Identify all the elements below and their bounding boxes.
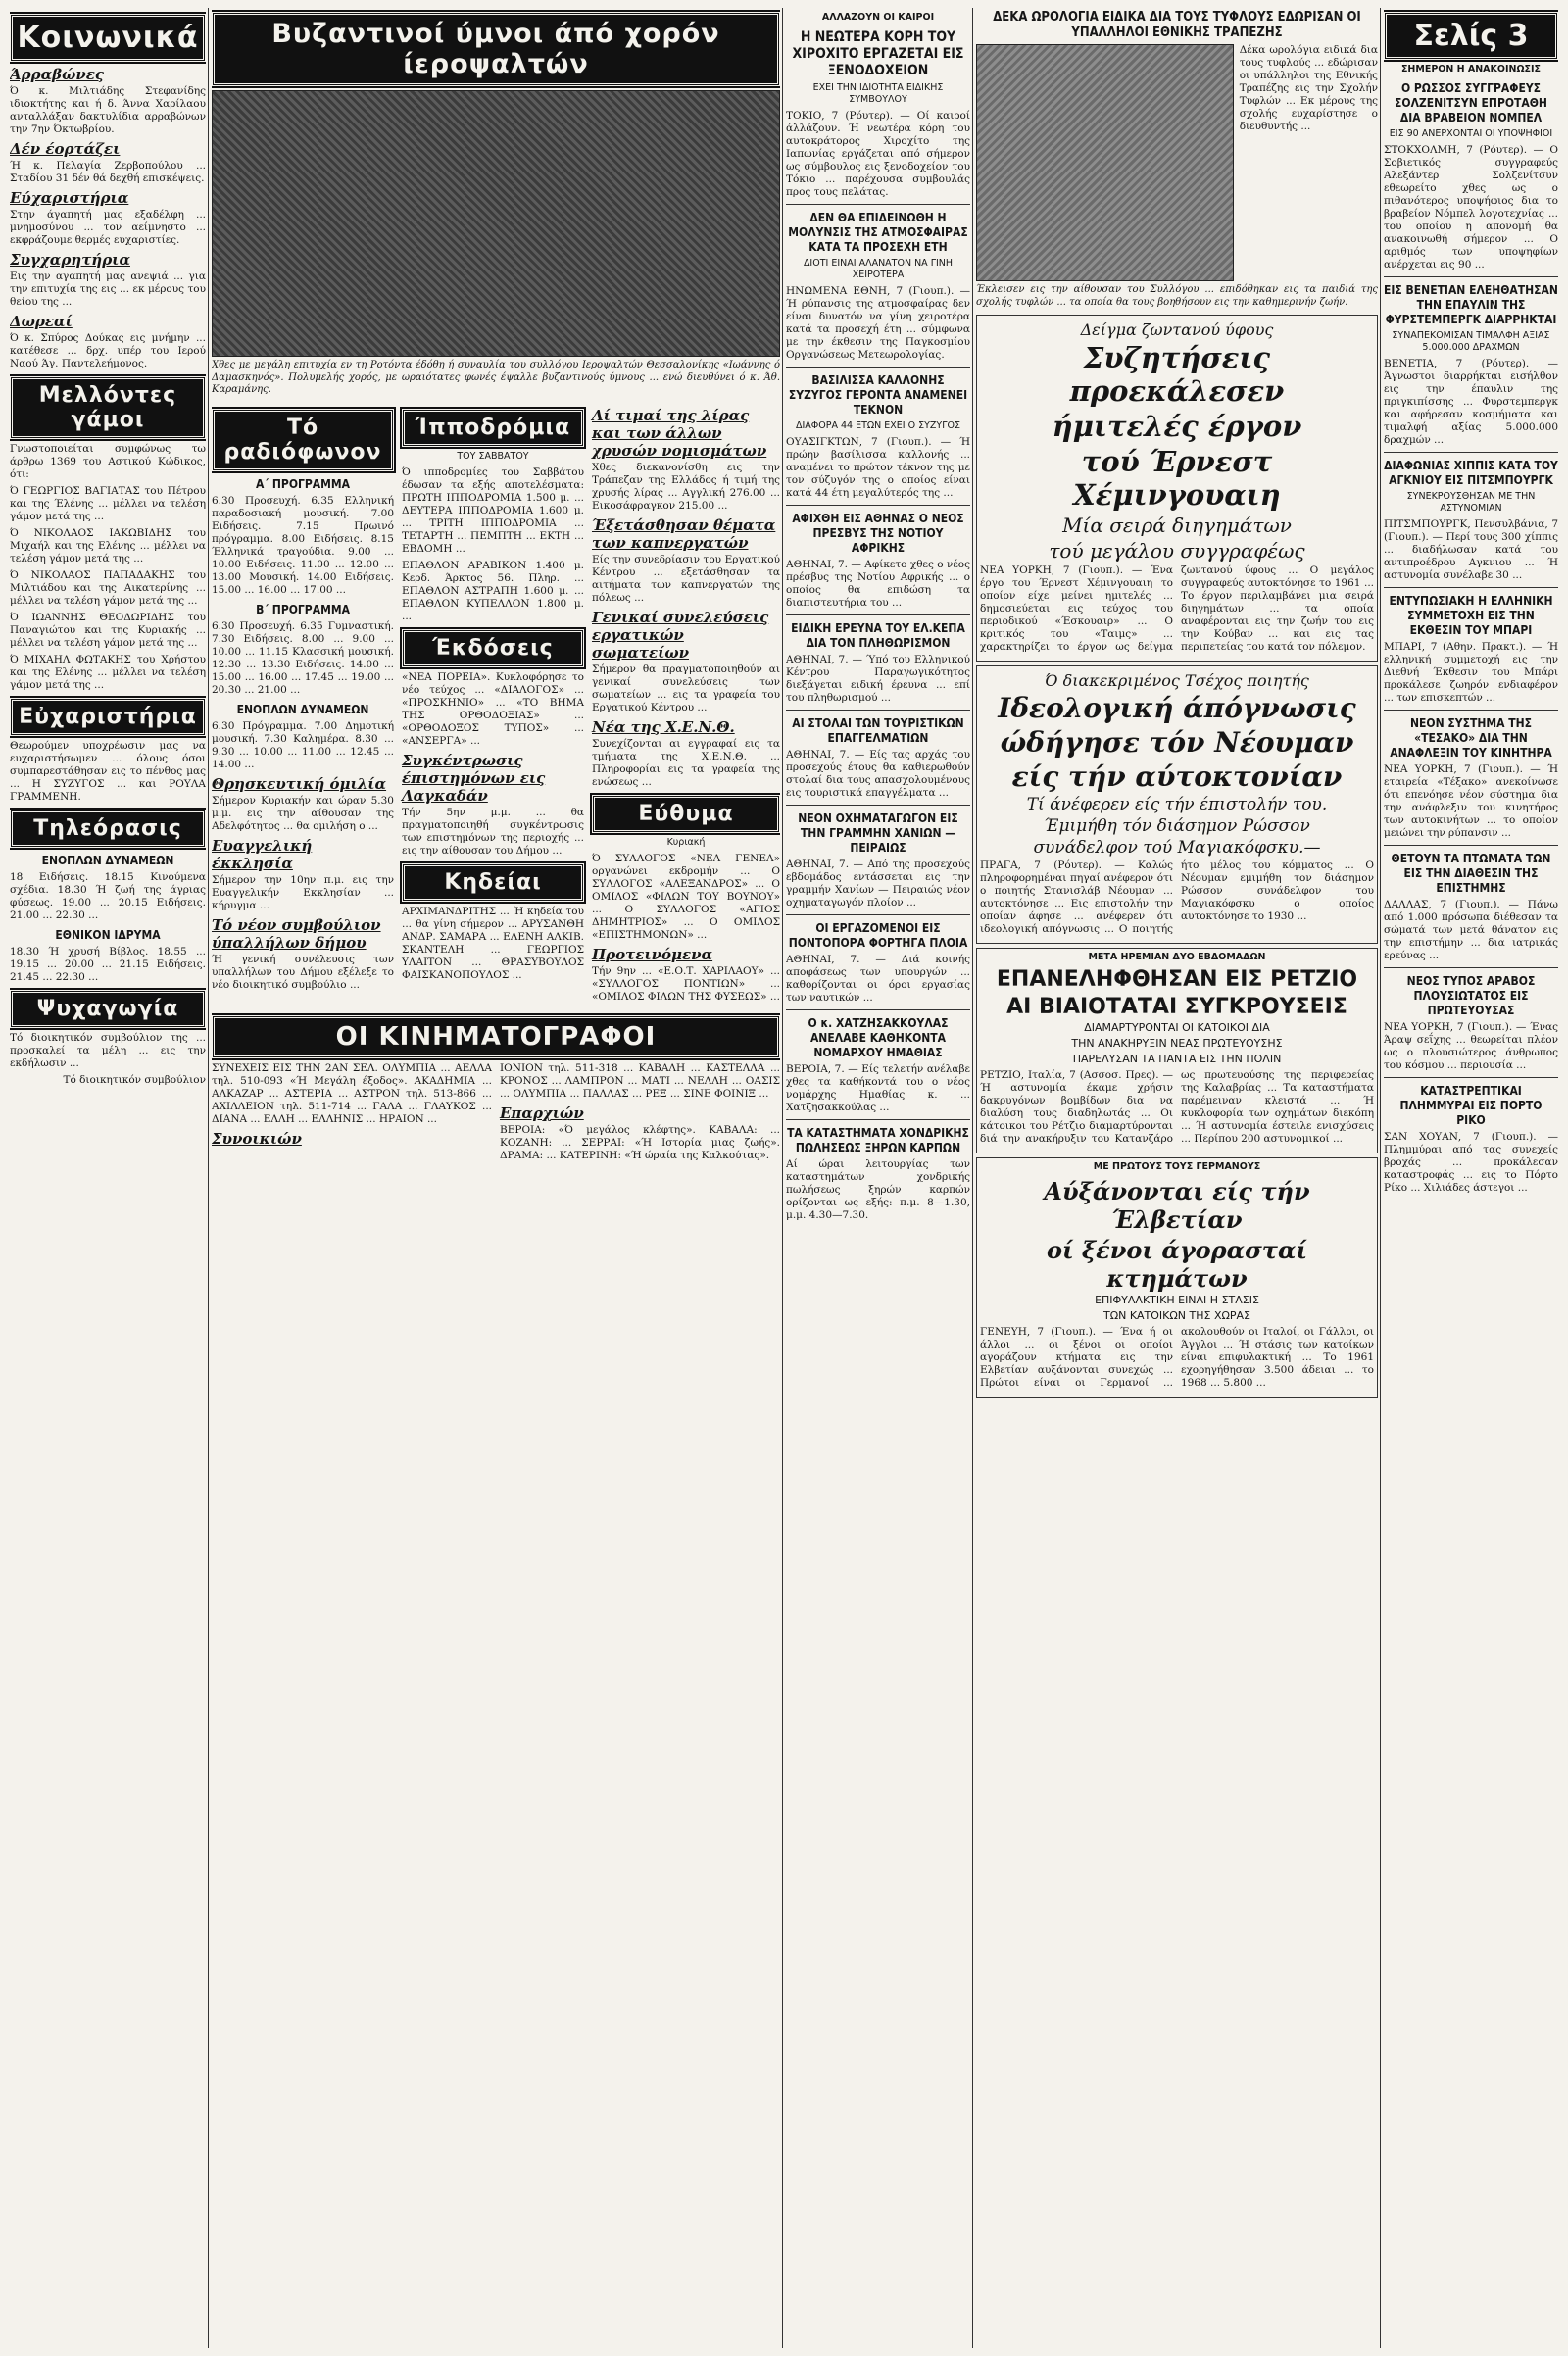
congrats-title: Συγχαρητήρια [10,251,130,269]
reggio-title-2: ΑΙ ΒΙΑΙΟΤΑΤΑΙ ΣΥΓΚΡΟΥΣΕΙΣ [1006,995,1348,1019]
ceremony-photo-caption: Έκλεισεν εις την αίθουσαν του Συλλόγου ... επιδόθηκαν εις τα παιδιά της σχολής τυφλών ... τα οποία θα τους βοηθήσουν εις την καθημερινήν ζωήν. [976,284,1378,308]
article-text: ΠΙΤΣΜΠΟΥΡΓΚ, Πενσυλβάνια, 7 (Γιουπ.). — Περί τους 300 χίππις ... διαδήλωσαν κατά του αντιπροέδρου Αγκνιου ... Ή αστυνομία συνέλαβε 30 ... [1384,518,1558,581]
article-text: ΜΠΑΡΙ, 7 (Αθην. Πρακτ.). — Ή ελληνική συμμετοχή εις την Διεθνή Έκθεσιν του Μπάρι προκάλεσε ζωηρόν ενδιαφέρον ... των επισκεπτών ... [1384,641,1558,704]
hemingway-title-2: ήμιτελές έργον [1052,410,1302,443]
races-subtitle: ΤΟΥ ΣΑΒΒΑΤΟΥ [457,450,529,462]
wedding-notice: Ό ΝΙΚΟΛΑΟΣ ΠΑΠΑΔΑΚΗΣ του Μιλτιάδου και της Αικατερίνης ... μέλλει να τελέση γάμον μετά της ... [10,569,206,607]
tv-channel-title: ΕΘΝΙΚΟΝ ΙΔΡΥΜΑ [55,928,161,942]
headline-ambassador: ΑΦΙΧΘΗ ΕΙΣ ΑΘΗΝΑΣ Ο ΝΕΟΣ ΠΡΕΣΒΥΣ ΤΗΣ ΝΟΤΙΟΥ ΑΦΡΙΚΗΣ [792,512,964,555]
finance-column [592,403,780,1007]
headline-watches-blind: ΔΕΚΑ ΩΡΟΛΟΓΙΑ ΕΙΔΙΚΑ ΔΙΑ ΤΟΥΣ ΤΥΦΛΟΥΣ ΕΔΩΡΙΣΑΝ ΟΙ ΥΠΑΛΛΗΛΟΙ ΕΘΝΙΚΗΣ ΤΡΑΠΕΖΗΣ [993,10,1361,40]
article-text: ΝΕΑ ΥΟΡΚΗ, 7 (Γιουπ.). — Ή εταιρεία «Τέξακο» ανεκοίνωσε ότι επενόησε νέον σύστημα δια την ανάφλεξιν του κινητήρος των αυτοκινήτων ... το οποίον μειώνει την ρύπανσιν ... [1384,763,1558,839]
ceremony-photo [976,44,1234,281]
switzerland-text: ΓΕΝΕΥΗ, 7 (Γιουπ.). — Ένα ή οι άλλοι ... οι ξένοι οι οποίοι αγοράζουν κτήματα εις την Ελβετίαν αυξάνονται συνεχώς ... Πρώτοι είναι οι Γερμανοί ... ακολουθούν οι Ιταλοί, οι Γάλλοι, οι Άγγλοι ... Ή στάσις των κατοίκων είναι επιφυλακτική ... Το 1961 εχορηγήθησαν 3.500 άδειαι ... το 1968 ... 5.800 ... [980,1326,1374,1389]
cinemas-provinces-title: Επαρχιών [500,1104,584,1122]
divider [786,710,970,711]
switzerland-title-1: Αύξάνονται είς τήν Έλβετίαν [1044,1177,1310,1234]
lecture-text: Σήμερον Κυριακήν και ώραν 5.30 μ.μ. εις την αίθουσαν της Αδελφότητος ... θα ομιλήση ο ... [212,794,394,832]
headline-tourism-uniforms: ΑΙ ΣΤΟΛΑΙ ΤΩΝ ΤΟΥΡΙΣΤΙΚΩΝ ΕΠΑΓΓΕΛΜΑΤΙΩΝ [792,716,964,745]
tobacco-workers-title: Έξετάσθησαν θέματα των καπνεργατών [592,515,776,552]
entertainment-signature: Τό διοικητικόν συμβούλιον [63,1074,206,1086]
radio-column [212,403,394,1007]
congrats-text: Εις την αγαπητή μας ανεψιά ... για την επιτυχία της εις ... εκ μέρους του θείου της ... [10,270,206,308]
neuman-title-2: ώδήγησε τόν Νέουμαν [1000,726,1354,759]
wedding-notice: Ό ΝΙΚΟΛΑΟΣ ΙΑΚΩΒΙΔΗΣ του Μιχαήλ και της Ελένης ... μέλλει να τελέση γάμον μετά της ... [10,527,206,564]
section-header-cinemas: ΟΙ ΚΙΝΗΜΑΤΟΓΡΑΦΟΙ [212,1015,780,1058]
column-main-stories [976,8,1378,2348]
cinemas-listing: ΣΥΝΕΧΕΙΣ ΕΙΣ ΤΗΝ 2ΑΝ ΣΕΛ. ΟΛΥΜΠΙΑ ... ΑΕΛΛΑ τηλ. 510-093 «Ή Μεγάλη έξοδος». ΑΚΑΔΗΜΙΑ ... ΑΛΚΑΖΑΡ ... ΑΣΤΕΡΙΑ ... ΑΣΤΡΟΝ τηλ. 513-866 ... ΑΧΙΛΛΕΙΟΝ τηλ. 511-714 ... ΓΑΛΑ ... ΓΛΑΥΚΟΣ ... ΔΙΑΝΑ ... ΕΛΛΗ ... ΕΛΛΗΝΙΣ ... ΗΡΑΙΟΝ ... [212,1061,492,1125]
proposals-title: Προτεινόμενα [592,945,713,963]
assemblies-text: Σήμερον θα πραγματοποιηθούν αι γενικαί συνελεύσεις των σωματείων ... εις τα γραφεία του Εργατικού Κέντρου ... [592,663,780,713]
column-world-news [1384,8,1558,2348]
tv-schedule: 18.30 Ή χρυσή Βίβλος. 18.55 ... 19.15 ... 20.00 ... 21.15 Ειδήσεις. 21.45 ... 22.30 ... [10,946,206,983]
radio-program-text: 6.30 Πρόγραμμα. 7.00 Δημοτική μουσική. 7.30 Καλημέρα. 8.30 ... 9.30 ... 10.00 ... 11.00 ... 12.45 ... 14.00 ... [212,719,394,770]
headline-inflation: ΕΙΔΙΚΗ ΕΡΕΥΝΑ ΤΟΥ ΕΛ.ΚΕΠΑ ΔΙΑ ΤΟΝ ΠΛΗΘΩΡΙΣΜΟΝ [791,621,965,650]
column-news-briefs [786,8,970,2348]
radio-program-title: ΕΝΟΠΛΩΝ ΔΥΝΑΜΕΩΝ [236,702,369,716]
divider [786,914,970,915]
section-header-thanks: Εὐχαριστήρια [10,698,206,736]
headline-bari-fair: ΕΝΤΥΠΩΣΙΑΚΗ Η ΕΛΛΗΝΙΚΗ ΣΥΜΜΕΤΟΧΗ ΕΙΣ ΤΗΝ ΕΚΘΕΣΙΝ ΤΟΥ ΜΠΑΡΙ [1389,594,1553,637]
assemblies-title: Γενικαί συνελεύσεις εργατικών σωματείων [592,608,769,662]
section-header-races: Ίπποδρόμια [402,409,584,447]
donations-title: Δωρεαί [10,313,73,330]
divider [1384,710,1558,711]
cinemas-provinces-listing: ΒΕΡΟΙΑ: «Ό μεγάλος κλέφτης». ΚΑΒΑΛΑ: ... ΚΟΖΑΝΗ: ... ΣΕΡΡΑΙ: «Ή Ιστορία μιας ζωής». ΔΡΑΜΑ: ... ΚΑΤΕΡΙΝΗ: «Ή ώραία της Καλκούτας». [500,1123,780,1161]
headline-dried-fruits: ΤΑ ΚΑΤΑΣΤΗΜΑΤΑ ΧΟΝΔΡΙΚΗΣ ΠΩΛΗΣΕΩΣ ΞΗΡΩΝ ΚΑΡΠΩΝ [787,1126,969,1154]
article-text: ΤΟΚΙΟ, 7 (Ρόυτερ). — Οί καιροί άλλάζουν. Ή νεωτέρα κόρη του αυτοκράτορος Χιροχίτο της Ιαπωνίας εργάζεται από σήμερον ως σύμβουλος εις ξενοδοχείον του Τόκιο ... παρέχουσα συμβουλάς προς τους πελάτας. [786,110,970,198]
headline-puerto-rico-floods: ΚΑΤΑΣΤΡΕΠΤΙΚΑΙ ΠΛΗΜΜΥΡΑΙ ΕΙΣ ΠΟΡΤΟ ΡΙΚΟ [1399,1084,1543,1127]
subheadline: ΣΥΝΕΚΡΟΥΣΘΗΣΑΝ ΜΕ ΤΗΝ ΑΣΤΥΝΟΜΙΑΝ [1406,491,1536,514]
column-rule [782,8,783,2348]
divider [1384,1077,1558,1078]
article-text: ΒΕΝΕΤΙΑ, 7 (Ρόυτερ). — Άγνωστοι διαρρήκται εισήλθον εις την έπαυλιν της πριγκιπίσσης ... Φυρστεμπεργκ και αφήρεσαν κοσμήματα και τιμαλφή αξίας 5.000.000 δραχμών ... [1384,358,1558,446]
reggio-title-1: ΕΠΑΝΕΛΗΦΘΗΣΑΝ ΕΙΣ ΡΕΤΖΙΟ [996,967,1358,992]
no-celebration-text: Ή κ. Πελαγία Ζερβοπούλου ... Σταδίου 31 δέν θά δεχθή επισκέψεις. [10,160,206,184]
subheadline: ΣΥΝΑΠΕΚΟΜΙΣΑΝ ΤΙΜΑΛΦΗ ΑΞΙΑΣ 5.000.000 ΔΡΑΧΜΩΝ [1392,330,1550,353]
tobacco-workers-text: Είς την συνεδρίασιν του Εργατικού Κέντρου ... εξετάσθησαν τα αιτήματα των καπνεργατών της πόλεως ... [592,553,780,604]
article-text: ΑΘΗΝΑΙ, 7. — Αφίκετο χθες ο νέος πρέσβυς της Νοτίου Αφρικής ... ο οποίος θα επιδώση τα διαπιστευτήρια του ... [786,559,970,609]
headline-prefect: Ο κ. ΧΑΤΖΗΣΑΚΚΟΥΛΑΣ ΑΝΕΛΑΒΕ ΚΑΘΗΚΟΝΤΑ ΝΟΜΑΡΧΟΥ ΗΜΑΘΙΑΣ [808,1016,949,1059]
hemingway-article [976,315,1378,662]
gathering-text: Τήν 5ην μ.μ. ... θα πραγματοποιηθή συγκέντρωσις των επιστημόνων της περιοχής ... εις την αίθουσαν του Δήμου ... [402,806,584,857]
hemingway-title-3: τού Έρνεστ Χέμινγουαιη [1073,445,1281,512]
divider [1384,967,1558,968]
hemingway-subtitle-2: τού μεγάλου συγγραφέως [1049,539,1305,563]
excursions-subtitle: Κυριακή [666,836,706,848]
radio-program-title: Α΄ ΠΡΟΓΡΑΜΜΑ [256,476,350,491]
divider [1384,587,1558,588]
excursions-text: Ό ΣΥΛΛΟΓΟΣ «ΝΕΑ ΓΕΝΕΑ» οργανώνει εκδρομήν ... Ο ΣΥΛΛΟΓΟΣ «ΑΛΕΞΑΝΔΡΟΣ» ... Ο ΟΜΙΛΟΣ «ΦΙΛΩΝ ΤΟΥ ΒΟΥΝΟΥ» ... Ο ΣΥΛΛΟΓΟΣ «ΑΓΙΟΣ ΔΗΜΗΤΡΙΟΣ» ... Ο ΟΜΙΛΟΣ «ΕΠΙΣΤΗΜΟΝΩΝ» ... [592,852,780,941]
article-text: Αί ώραι λειτουργίας των καταστημάτων χονδρικής πωλήσεως ξηρών καρπών ορίζονται ως εξής: π.μ. 8—1.30, μ.μ. 4.30—7.30. [786,1158,970,1221]
article-text: ΑΘΗΝΑΙ, 7. — Διά κοινής αποφάσεως των υπουργών ... καθορίζονται οι όροι εργασίας των ναυτικών ... [786,954,970,1004]
races-results: Ό ιπποδρομίες του Σαββάτου έδωσαν τα εξής αποτελέσματα: ΠΡΩΤΗ ΙΠΠΟΔΡΟΜΙΑ 1.500 μ. ... ΔΕΥΤΕΡΑ ΙΠΠΟΔΡΟΜΙΑ 1.600 μ. ... ΤΡΙΤΗ ΙΠΠΟΔΡΟΜΙΑ ... ΤΕΤΑΡΤΗ ... ΠΕΜΠΤΗ ... ΕΚΤΗ ... ΕΒΔΟΜΗ ... [402,466,584,555]
tv-channel-title: ΕΝΟΠΛΩΝ ΔΥΝΑΜΕΩΝ [41,854,174,867]
section-header-social: Κοινωνικά [10,14,206,62]
neuman-article [976,665,1378,944]
headline-beauty-queen: ΒΑΣΙΛΙΣΣΑ ΚΑΛΛΟΝΗΣ ΣΥΖΥΓΟΣ ΓΕΡΟΝΤΑ ΑΝΑΜΕΝΕΙ ΤΕΚΝΟΝ [788,373,968,417]
thanks-notice: Θεωρούμεν υποχρέωσιν μας να ευχαριστήσωμεν ... όλους όσοι συμπαρεστάθησαν εις το πένθος μας ... Η ΣΥΖΥΓΟΣ ... και ΡΟΥΛΑ ΓΡΑΜΜΕΝΗ. [10,740,206,803]
page-number-badge: Σελίς 3 [1384,12,1558,60]
column-rule [1380,8,1381,2348]
column-rule [208,8,209,2348]
divider [1384,452,1558,453]
section-header-publications: Έκδόσεις [402,629,584,667]
hemingway-kicker: Δείγμα ζωντανού ύφους [1080,320,1274,339]
divider [786,204,970,205]
hemingway-subtitle-1: Μία σειρά διηγημάτων [1062,514,1292,537]
byzantine-hymns-banner: Βυζαντινοί ύμνοι άπό χορόν ίεροψαλτών [212,12,780,86]
reggio-subtitle-3: ΠΑΡΕΛΥΣΑΝ ΤΑ ΠΑΝΤΑ ΕΙΣ ΤΗΝ ΠΟΛΙΝ [1072,1053,1282,1065]
section-header-entertainment: Ψυχαγωγία [10,990,206,1028]
article-text: ΔΑΛΛΑΣ, 7 (Γιουπ.). — Πάνω από 1.000 πρόσωπα διέθεσαν τα σώματά των μετά θάνατον εις την επιστήμην ... δια ιατρικάς ερεύνας ... [1384,899,1558,961]
column-rule [972,8,973,2348]
subheadline: ΔΙΑΦΟΡΑ 44 ΕΤΩΝ ΕΧΕΙ Ο ΣΥΖΥΓΟΣ [795,420,961,431]
headline-texaco: ΝΕΟΝ ΣΥΣΤΗΜΑ ΤΗΣ «ΤΕΣΑΚΟ» ΔΙΑ ΤΗΝ ΑΝΑΦΛΕΞΙΝ ΤΟΥ ΚΙΝΗΤΗΡΑ [1390,716,1552,760]
races-column [402,403,584,1007]
article-text: ΑΘΗΝΑΙ, 7. — Είς τας αρχάς του προσεχούς έτους θα καθιερωθούν στολαί δια τους απασχολουμένους εις τουριστικά επαγγέλματα ... [786,749,970,799]
divider [786,1119,970,1120]
hemingway-title-1: Συζητήσεις προεκάλεσεν [1069,341,1285,408]
section-header-television: Τηλεόρασις [10,810,206,848]
publications-text: «ΝΕΑ ΠΟΡΕΙΑ». Κυκλοφόρησε το νέο τεύχος ... «ΔΙΑΛΟΓΟΣ» ... «ΠΡΟΣΚΗΝΙΟ» ... «ΤΟ ΒΗΜΑ ΤΗΣ ΟΡΘΟΔΟΞΙΑΣ» ... «ΟΡΘΟΔΟΞΟΣ ΤΥΠΟΣ» ... «ΑΝΣΕΡΓΑ» ... [402,670,584,747]
section-header-funerals: Κηδείαι [402,863,584,902]
headline-ferry: ΝΕΟΝ ΟΧΗΜΑΤΑΓΩΓΟΝ ΕΙΣ ΤΗΝ ΓΡΑΜΜΗΝ ΧΑΝΙΩΝ — ΠΕΙΡΑΙΩΣ [798,811,958,855]
proposals-text: Τήν 9ην ... «Ε.Ο.Τ. ΧΑΡΙΛΑΟΥ» ... «ΣΥΛΛΟΓΟΣ ΠΟΝΤΙΩΝ» ... «ΟΜΙΛΟΣ ΦΙΛΩΝ ΤΗΣ ΦΥΣΕΩΣ» ... [592,964,780,1003]
switzerland-subtitle-2: ΤΩΝ ΚΑΤΟΙΚΩΝ ΤΗΣ ΧΩΡΑΣ [1102,1309,1251,1322]
newspaper-page [10,8,1558,2348]
gold-prices-text: Χθες διεκανονίσθη εις την Τράπεζαν της Ελλάδος ή τιμή της χρυσής λίρας ... Αγγλική 276.00 ... Εικοσάφραγκον 215.00 ... [592,461,780,512]
choir-photo-caption: Χθες με μεγάλη επιτυχία εν τη Ροτόντα έδόθη ή συναυλία του συλλόγου Ιεροψαλτών Θεσσαλονίκης «Ιωάννης ό Δαμασκηνός». Πολυμελής χορός, με ωραιότατες φωνές έψαλλε βυζαντινούς ύμνους ... ενώ διευθύνει ό κ. Άθ. Καραμάνης. [212,360,780,395]
article-text: ΗΝΩΜΕΝΑ ΕΘΝΗ, 7 (Γιουπ.). — Ή ρύπανσις της ατμοσφαίρας δεν είναι δυνατόν να γίνη χειροτέρα κατά τα προσεχή έτη ... σύμφωνα με την έκθεσιν της Παγκοσμίου Οργανώσεως Μετεωρολογίας. [786,285,970,361]
engagements-title: Άρραβώνες [10,66,105,83]
neuman-text: ΠΡΑΓΑ, 7 (Ρόυτερ). — Καλώς πληροφορημέναι πηγαί ανέφερον ότι ο ποιητής Στανισλάβ Νέουμαν ... αυτοκτόνησε ... Εις επιστολήν την οποίαν άφησε ... ανέφερεν ότι ιδεολογική απόγνωσις ... Ο ποιητής ήτο μέλος του κόμματος ... Ο Νέουμαν εμιμήθη τον διάσημον Ρώσσον συνάδελφον του Μαγιακόφσκυ ο οποίος αυτοκτόνησε το 1930 ... [980,859,1374,935]
headline-bodies-science: ΘΕΤΟΥΝ ΤΑ ΠΤΩΜΑΤΑ ΤΩΝ ΕΙΣ ΤΗΝ ΔΙΑΘΕΣΙΝ ΤΗΣ ΕΠΙΣΤΗΜΗΣ [1391,852,1551,895]
thanks-title: Εύχαριστήρια [10,189,129,207]
funerals-text: ΑΡΧΙΜΑΝΔΡΙΤΗΣ ... Ή κηδεία του ... θα γίνη σήμερον ... ΑΡΥΣΑΝΘΗ ΑΝΔΡ. ΣΑΜΑΡΑ ... ΕΛΕΝΗ ΑΛΚΙΒ. ΣΚΑΝΤΕΛΗ ... ΓΕΩΡΓΙΟΣ ΥΛΑΙΤΟΝ ... ΘΡΑΣΥΒΟΥΛΟΣ ΦΑΙΣΚΑΝΟΠΟΥΛΟΣ ... [402,905,584,981]
divider [786,1009,970,1010]
donations-text: Ό κ. Σπύρος Δούκας εις μνήμην ... κατέθεσε ... δρχ. υπέρ του Ιερού Ναού Άγ. Παντελεήμονος. [10,332,206,369]
headline-venice-burglary: ΕΙΣ ΒΕΝΕΤΙΑΝ ΕΛΕΗΘΑΤΗΣΑΝ ΤΗΝ ΕΠΑΥΛΙΝ ΤΗΣ ΦΥΡΣΤΕΜΠΕΡΓΚ ΔΙΑΡΡΗΚΤΑΙ [1384,283,1558,326]
divider [786,614,970,615]
kicker: ΣΗΜΕΡΟΝ Η ΑΝΑΚΟΙΝΩΣΙΣ [1400,64,1542,74]
wedding-notice: Ό ΜΙΧΑΗΛ ΦΩΤΑΚΗΣ του Χρήστου και της Ελένης ... μέλλει να τελέση γάμον μετά της ... [10,654,206,691]
engagements-text: Ό κ. Μιλτιάδης Στεφανίδης ιδιοκτήτης και ή δ. Άννα Χαρίλαου ανταλλάξαν δακτυλίδια αρραβώνων την 7ην Όκτωβρίου. [10,85,206,135]
article-text: ΒΕΡΟΙΑ, 7. — Είς τελετήν ανέλαβε χθες τα καθήκοντά του ο νέος νομάρχης Ημαθίας κ. ... Χατζησακκούλας ... [786,1063,970,1113]
gold-prices-title: Αί τιμαί της λίρας και των άλλων χρυσών νομισμάτων [592,406,767,460]
weddings-intro: Γνωστοποιείται συμφώνως τω άρθρω 1369 του Αστικού Κώδικος, ότι: [10,443,206,480]
article-text: ΝΕΑ ΥΟΡΚΗ, 7 (Γιουπ.). — Ένας Άραψ σεΐχης ... θεωρείται πλέον ως ο πλουσιώτερος άνθρωπος του κόσμου ... περιουσία ... [1384,1021,1558,1071]
switzerland-subtitle-1: ΕΠΙΦΥΛΑΚΤΙΚΗ ΕΙΝΑΙ Η ΣΤΑΣΙΣ [1095,1294,1259,1306]
neuman-subtitle-3: συνάδελφον τού Μαγιακόφσκυ.— [1033,838,1321,858]
evangelical-text: Σήμερον την 10ην π.μ. εις την Ευαγγελικήν Εκκλησίαν ... κήρυγμα ... [212,873,394,911]
switzerland-title-2: οί ξένοι άγορασταί κτημάτων [1046,1236,1308,1293]
column-social [10,8,206,2348]
switzerland-kicker: ΜΕ ΠΡΩΤΟΥΣ ΤΟΥΣ ΓΕΡΜΑΝΟΥΣ [1093,1161,1261,1172]
headline-pollution: ΔΕΝ ΘΑ ΕΠΙΔΕΙΝΩΘΗ Η ΜΟΛΥΝΣΙΣ ΤΗΣ ΑΤΜΟΣΦΑΙΡΑΣ ΚΑΤΑ ΤΑ ΠΡΟΣΕΧΗ ΕΤΗ [788,211,968,254]
neuman-title-3: είς τήν αύτοκτονίαν [1011,761,1343,793]
divider [1384,845,1558,846]
reggio-subtitle-1: ΔΙΑΜΑΡΤΥΡΟΝΤΑΙ ΟΙ ΚΑΤΟΙΚΟΙ ΔΙΑ [1084,1021,1270,1034]
article-text: ΣΑΝ ΧΟΥΑΝ, 7 (Γιουπ.). — Πλημμύραι από τας συνεχείς βροχάς ... προκάλεσαν καταστροφάς ... εις το Πόρτο Ρίκο ... Χιλιάδες άστεγοι ... [1384,1131,1558,1194]
headline-hirohito-daughter: Η ΝΕΩΤΕΡΑ ΚΟΡΗ ΤΟΥ ΧΙΡΟΧΙΤΟ ΕΡΓΑΖΕΤΑΙ ΕΙΣ ΞΕΝΟΔΟΧΕΙΟΝ [792,29,964,78]
neuman-subtitle-2: Έμιμήθη τόν διάσημον Ρώσσον [1044,816,1310,836]
entertainment-text: Τό διοικητικόν συμβούλιον της ... προσκαλεί τα μέλη ... εις την εκδήλωσιν ... [10,1032,206,1069]
article-text: ΑΘΗΝΑΙ, 7. — Ύπό του Ελληνικού Κέντρου Παραγωγικότητος διεξάγεται ειδική έρευνα ... επί του πληθωρισμού ... [786,654,970,704]
subheadline: ΕΧΕΙ ΤΗΝ ΙΔΙΟΤΗΤΑ ΕΙΔΙΚΗΣ ΣΥΜΒΟΥΛΟΥ [812,82,944,105]
no-celebration-title: Δέν έορτάζει [10,140,121,158]
divider [786,505,970,506]
article-text: ΟΥΑΣΙΓΚΤΩΝ, 7 (Γιουπ.). — Ή πρώην βασίλισσα καλλονής ... αναμένει το πρώτον τέκνον της με τον σύζυγόν της ο οποίος είναι κατά 44 έτη μεγαλύτερός της ... [786,436,970,499]
divider [1384,276,1558,277]
section-header-excursions: Εύθυμα [592,795,780,833]
club-text: Ή γενική συνέλευσις των υπαλλήλων του Δήμου εξέλεξε το νέο διοικητικό συμβούλιο ... [212,953,394,991]
divider [786,805,970,806]
column-culture [212,8,780,2348]
switzerland-article [976,1157,1378,1398]
headline-cargo-workers: ΟΙ ΕΡΓΑΖΟΜΕΝΟΙ ΕΙΣ ΠΟΝΤΟΠΟΡΑ ΦΟΡΤΗΓΑ ΠΛΟΙΑ [788,921,968,950]
lecture-title: Θρησκευτική όμιλία [212,774,387,793]
neuman-kicker: Ό διακεκριμένος Τσέχος ποιητής [1045,671,1309,690]
headline-hippies: ΔΙΑΦΩΝΙΑΣ ΧΙΠΠΙΣ ΚΑΤΑ ΤΟΥ ΑΓΚΝΙΟΥ ΕΙΣ ΠΙΤΣΜΠΟΥΡΓΚ [1384,459,1558,487]
radio-program-text: 6.30 Προσευχή. 6.35 Γυμναστική. 7.30 Ειδήσεις. 8.00 ... 9.00 ... 10.00 ... 11.15 Κλασσική μουσική. 12.30 ... 13.30 Ειδήσεις. 14.00 ... 15.00 ... 16.00 ... 17.45 ... 19.00 ... 20.30 ... 21.00 ... [212,619,394,696]
choir-photo [212,90,780,357]
subheadline: ΕΙΣ 90 ΑΝΕΡΧΟΝΤΑΙ ΟΙ ΥΠΟΨΗΦΙΟΙ [1389,128,1553,139]
wedding-notice: Ό ΙΩΑΝΝΗΣ ΘΕΟΔΩΡΙΔΗΣ του Παναγιώτου και της Κυριακής ... μέλλει να τελέση γάμον μετά της ... [10,612,206,649]
cinemas-neighborhoods-title: Συνοικιών [212,1129,302,1148]
article-text: ΣΤΟΚΧΟΛΜΗ, 7 (Ρόυτερ). — Ο Σοβιετικός συγγραφεύς Αλεξάντερ Σολζενίτσυν εθεωρείτο χθες ως ο πιθανότερος υποψήφιος δια το βραβείον Νόμπελ λογοτεχνίας ... του οποίου η απονομή θα ανακοινωθή σήμερον ... Ο αριθμός των υποψηφίων ανέρχεται εις 90 ... [1384,144,1558,270]
subheadline: ΔΙΟΤΙ ΕΙΝΑΙ ΑΛΑΝΑΤΟΝ ΝΑ ΓΙΝΗ ΧΕΙΡΟΤΕΡΑ [803,258,954,280]
headline-arab-richest: ΝΕΟΣ ΤΥΠΟΣ ΑΡΑΒΟΣ ΠΛΟΥΣΙΩΤΑΤΟΣ ΕΙΣ ΠΡΩΤΕΥΟΥΣΑΣ [1406,974,1536,1017]
races-results: ΕΠΑΘΛΟΝ ΑΡΑΒΙΚΟΝ 1.400 μ. Κερδ. Άρκτος 56. Πληρ. ... ΕΠΑΘΛΟΝ ΑΣΤΡΑΠΗ 1.600 μ. ... ΕΠΑΘΛΟΝ ΚΥΠΕΛΛΟΝ 1.800 μ. ... [402,559,584,622]
radio-program-text: 6.30 Προσευχή. 6.35 Ελληνική παραδοσιακή μουσική. 7.00 Ειδήσεις. 7.15 Πρωινό πρόγραμμα. 8.00 Ειδήσεις. 8.15 Έλληνικά τραγούδια. 9.00 ... 10.00 Ειδήσεις. 11.00 ... 12.00 ... 13.00 Μουσική. 14.00 Ειδήσεις. 15.00 ... 16.00 ... 17.00 ... [212,494,394,596]
neuman-title-1: Ιδεολογική άπόγνωσις [998,692,1356,724]
reggio-subtitle-2: ΤΗΝ ΑΝΑΚΗΡΥΞΙΝ ΝΕΑΣ ΠΡΩΤΕΥΟΥΣΗΣ [1071,1037,1283,1050]
club-title: Τό νέον συμβούλιον ύπαλλήλων δήμου [212,915,381,952]
article-text: ΑΘΗΝΑΙ, 7. — Από της προσεχούς εβδομάδος εντάσσεται εις την γραμμήν Χανίων — Πειραιώς νέον οχηματαγωγόν πλοίον ... [786,859,970,908]
ceremony-text: Δέκα ωρολόγια ειδικά δια τους τυφλούς ... εδώρισαν οι υπάλληλοι της Εθνικής Τραπέζης εις την Σχολήν Τυφλών ... Εκ μέρους της σχολής ευχαρίστησε ο διευθυντής ... [1239,44,1378,132]
evangelical-title: Ευαγγελική έκκλησία [212,836,313,872]
section-header-radio: Τό ραδιόφωνον [212,409,394,471]
tv-schedule: 18 Ειδήσεις. 18.15 Κινούμενα σχέδια. 18.30 Ή ζωή της άγριας φύσεως. 19.00 ... 20.15 Ειδήσεις. 21.00 ... 22.30 ... [10,871,206,921]
section-header-weddings: Μελλόντες γάμοι [10,376,206,439]
wedding-notice: Ό ΓΕΩΡΓΙΟΣ ΒΑΓΙΑΤΑΣ του Πέτρου και της Έλένης ... μέλλει να τελέση γάμον μετά της ... [10,485,206,522]
thanks-text: Στην άγαπητή μας εξαδέλφη ... μνημοσύνου ... τον αείμνηστο ... εκφράζουμε θερμές ευχαριστίες. [10,209,206,246]
reggio-article [976,948,1378,1153]
xenth-text: Συνεχίζονται αι εγγραφαί εις τα τμήματα της Χ.Ε.Ν.Θ. ... Πληροφορίαι εις τα γραφεία της ενώσεως ... [592,737,780,788]
xenth-title: Νέα της Χ.Ε.Ν.Θ. [592,717,735,736]
headline-solzhenitsyn: Ο ΡΩΣΣΟΣ ΣΥΓΓΡΑΦΕΥΣ ΣΟΛΖΕΝΙΤΣΥΝ ΕΠΡΟΤΑΘΗ ΔΙΑ ΒΡΑΒΕΙΟΝ ΝΟΜΠΕΛ [1395,81,1547,124]
cinemas-listing: ΙΟΝΙΟΝ τηλ. 511-318 ... ΚΑΒΑΛΗ ... ΚΑΣΤΕΛΛΑ ... ΚΡΟΝΟΣ ... ΛΑΜΠΡΟΝ ... ΜΑΤΙ ... ΝΕΛΛΗ ... ΟΑΣΙΣ ... ΟΛΥΜΠΙΑ ... ΠΑΛΛΑΣ ... ΡΕΞ ... ΣΙΝΕ ΦΟΙΝΙΞ ... [500,1061,780,1100]
neuman-subtitle-1: Τί άνέφερεν είς τήν έπιστολήν του. [1026,795,1328,814]
reggio-kicker: ΜΕΤΑ ΗΡΕΜΙΑΝ ΔΥΟ ΕΒΔΟΜΑΔΩΝ [1088,952,1266,962]
kicker: ΑΛΛΑΖΟΥΝ ΟΙ ΚΑΙΡΟΙ [821,12,935,23]
radio-program-title: Β΄ ΠΡΟΓΡΑΜΜΑ [256,602,350,616]
divider [786,367,970,368]
gathering-title: Συγκέντρωσις έπιστημόνων εις Λαγκαδάν [402,751,546,805]
hemingway-text: ΝΕΑ ΥΟΡΚΗ, 7 (Γιουπ.). — Ένα έργο του Έρνεστ Χέμινγουαιη το οποίον είχε μείνει ημιτελές ... δημοσιεύεται εις τεύχος του περιοδικού «Έσκουαιρ» ... Ο κριτικός του «Ταιμς» ... χαρακτηρίζει το έργον ως δείγμα ζωντανού ύφους ... Ο μεγάλος συγγραφεύς αυτοκτόνησε το 1961 ... Το έργον περιλαμβάνει μια σειρά διηγημάτων ... τα οποία αναφέρονται εις την ζωήν του εις την Κούβαν ... και εις τας περιπετείας του κατά τον πόλεμον. [980,564,1374,653]
reggio-text: ΡΕΤΖΙΟ, Ιταλία, 7 (Ασσοσ. Πρες). — Ή αστυνομία έκαμε χρήσιν δακρυγόνων βομβίδων δια να διαλύση τους διαδηλωτάς ... Οι κάτοικοι του Ρέτζιο διαμαρτύρονται διά την ανακήρυξιν του Κατανζάρο ως πρωτευούσης της περιφερείας της Καλαβρίας ... Τα καταστήματα παρέμειναν κλειστά ... Ή κυκλοφορία των οχημάτων διεκόπη ... Ή αστυνομία έστειλε ενισχύσεις ... Περίπου 200 αστυνομικοί ... [980,1069,1374,1145]
